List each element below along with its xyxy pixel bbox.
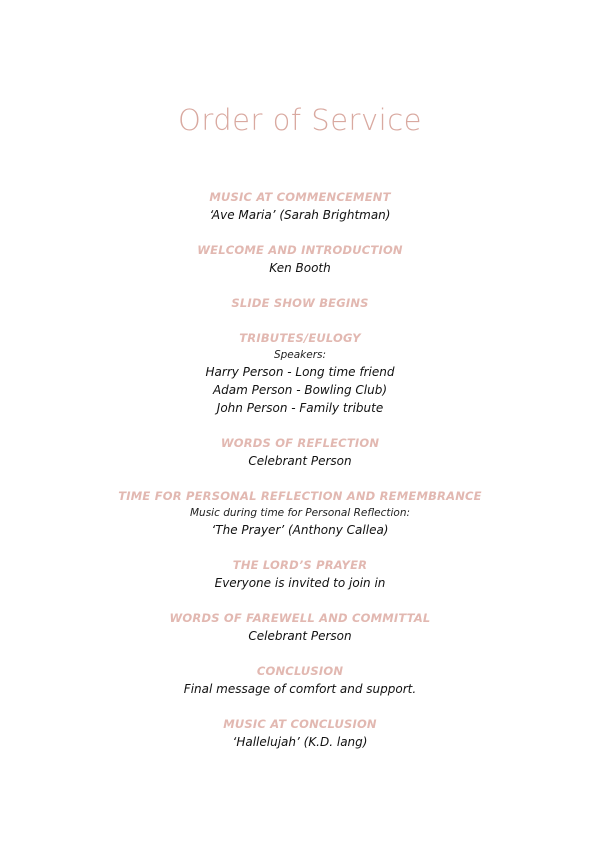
section-line: Adam Person - Bowling Club)	[212, 383, 388, 397]
section-note: Speakers:	[273, 349, 327, 361]
section-line: ‘Ave Maria’ (Sarah Brightman)	[209, 208, 391, 222]
service-section	[0, 487, 600, 539]
section-line: Celebrant Person	[248, 629, 352, 643]
section-line: Harry Person - Long time friend	[205, 365, 395, 379]
service-sections	[0, 188, 600, 768]
section-heading: WORDS OF FAREWELL AND COMMITTAL	[169, 611, 431, 625]
service-section	[0, 662, 600, 698]
service-section	[0, 609, 600, 645]
section-line: Everyone is invited to join in	[214, 576, 386, 590]
section-line: John Person - Family tribute	[216, 401, 384, 415]
section-line: Celebrant Person	[248, 454, 352, 468]
page-title: Order of Service	[178, 103, 422, 137]
section-heading: TRIBUTES/EULOGY	[239, 331, 361, 345]
section-heading: WELCOME AND INTRODUCTION	[197, 243, 403, 257]
section-heading: SLIDE SHOW BEGINS	[231, 296, 369, 310]
section-line: Ken Booth	[269, 261, 331, 275]
section-heading: CONCLUSION	[256, 664, 344, 678]
section-note: Music during time for Personal Reflection:	[189, 507, 411, 519]
section-heading: MUSIC AT CONCLUSION	[223, 717, 377, 731]
service-section	[0, 294, 600, 312]
section-heading: THE LORD’S PRAYER	[232, 558, 368, 572]
section-heading: MUSIC AT COMMENCEMENT	[209, 190, 391, 204]
section-heading: WORDS OF REFLECTION	[220, 436, 380, 450]
section-line: ‘The Prayer’ (Anthony Callea)	[211, 523, 389, 537]
service-section	[0, 329, 600, 417]
section-line: Final message of comfort and support.	[183, 682, 417, 696]
service-section	[0, 188, 600, 224]
service-section	[0, 241, 600, 277]
service-section	[0, 556, 600, 592]
section-line: ‘Hallelujah’ (K.D. lang)	[232, 735, 368, 749]
section-heading: TIME FOR PERSONAL REFLECTION AND REMEMBRANCE	[118, 489, 482, 503]
service-section	[0, 715, 600, 751]
service-section	[0, 434, 600, 470]
